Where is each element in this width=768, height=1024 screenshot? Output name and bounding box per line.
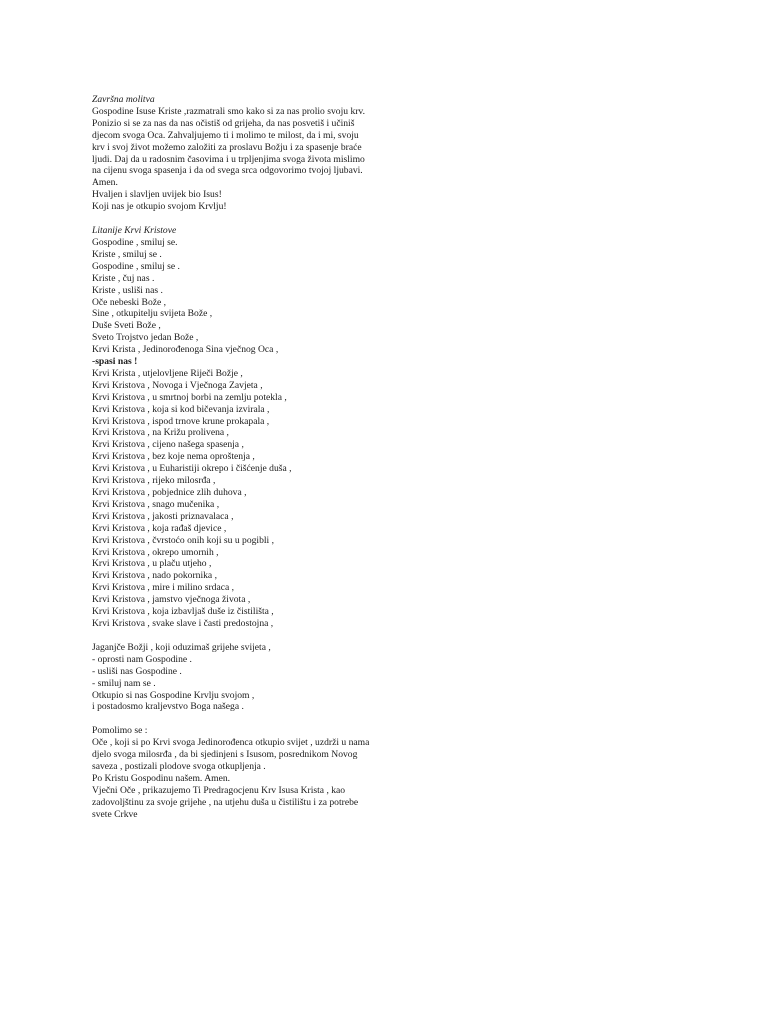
litany-title: Litanije Krvi Kristove: [92, 225, 177, 237]
invocation-line: Krvi Kristova , koja izbavljaš duše iz čistilišta ,: [92, 606, 274, 618]
text-line: Kriste , usliši nas .: [92, 284, 163, 296]
text-line: Oče nebeski Bože ,: [92, 296, 167, 308]
invocation-line: Krvi Kristova , na Križu prolivena ,: [92, 427, 229, 439]
litany-invocations: [92, 368, 404, 630]
redemption-verse: [92, 690, 404, 714]
text-line: djelo svoga milosrđa , da bi sjedinjeni s Isusom, posrednikom Novog: [92, 749, 358, 761]
text-line: Krvi Krista , Jedinorođenoga Sina vječnog Oca ,: [92, 344, 279, 356]
agnus-dei: [92, 642, 404, 690]
invocation-line: Krvi Kristova , bez koje nema oproštenja ,: [92, 451, 255, 463]
spacer: [92, 713, 404, 725]
text-line: Sine , otkupitelju svijeta Bože ,: [92, 308, 213, 320]
invocation-line: Krvi Kristova , u plaču utjeho ,: [92, 558, 212, 570]
invocation-line: Krvi Kristova , jakosti priznavalaca ,: [92, 510, 234, 522]
invocation-line: Krvi Kristova , snago mučenika ,: [92, 498, 220, 510]
invocation-line: Krvi Kristova , u smrtnoj borbi na zemlju potekla ,: [92, 391, 287, 403]
invocation-line: Krvi Kristova , ispod trnove krune prokapala ,: [92, 415, 270, 427]
invocation-line: Krvi Kristova , nado pokornika ,: [92, 570, 217, 582]
invocation-line: Krvi Krista , utjelovljene Riječi Božje ,: [92, 367, 243, 379]
invocation-line: Krvi Kristova , cijeno našega spasenja ,: [92, 439, 244, 451]
spacer: [92, 630, 404, 642]
text-line: Otkupio si nas Gospodine Krvlju svojom ,: [92, 689, 255, 701]
text-line: saveza , postizali plodove svoga otkupljenja .: [92, 761, 266, 773]
document-content: [92, 94, 404, 821]
invocation-line: Krvi Kristova , koja si kod bičevanja izvirala ,: [92, 403, 270, 415]
text-line: i postadosmo kraljevstvo Boga našega .: [92, 701, 244, 713]
text-line: - usliši nas Gospodine .: [92, 665, 182, 677]
text-line: Hvaljen i slavljen uvijek bio Isus!: [92, 189, 222, 201]
invocation-line: Krvi Kristova , svake slave i časti predostojna ,: [92, 617, 274, 629]
text-line: djecom svoga Oca. Zahvaljujemo ti i molimo te milost, da i mi, svoju: [92, 129, 359, 141]
invocation-line: Krvi Kristova , koja rađaš djevice ,: [92, 522, 227, 534]
text-line: svete Crkve: [92, 808, 138, 820]
invocation-line: Krvi Kristova , Novoga i Vječnoga Zavjeta ,: [92, 379, 263, 391]
text-line: Pomolimo se :: [92, 725, 148, 737]
text-line: Gospodine , smiluj se .: [92, 260, 180, 272]
spacer: [92, 213, 404, 225]
text-line: zadovoljštinu za svoje grijehe , na utjehu duša u čistilištu i za potrebe: [92, 796, 359, 808]
text-line: Gospodine , smiluj se.: [92, 236, 178, 248]
text-line: Kriste , čuj nas .: [92, 272, 155, 284]
text-line: na cijenu svoga spasenja i da od svega srca odgovorimo tvojoj ljubavi.: [92, 165, 363, 177]
invocation-line: Krvi Kristova , u Euharistiji okrepo i čišćenje duša ,: [92, 463, 292, 475]
text-line: Vječni Oče , prikazujemo Ti Predragocjenu Krv Isusa Krista , kao: [92, 784, 346, 796]
invocation-line: Krvi Kristova , čvrstoćo onih koji su u pogibli ,: [92, 534, 275, 546]
text-line: Amen.: [92, 177, 118, 189]
invocation-line: Krvi Kristova , okrepo umornih ,: [92, 546, 219, 558]
closing-prayer-title: Završna molitva: [92, 94, 155, 105]
text-line: Jaganjče Božji , koji oduzimaš grijehe svijeta ,: [92, 641, 271, 653]
closing-prayer-body: [92, 106, 404, 213]
invocation-line: Krvi Kristova , jamstvo vječnoga života ,: [92, 594, 251, 606]
text-line: Duše Sveti Bože ,: [92, 320, 161, 332]
text-line: Oče , koji si po Krvi svoga Jedinorođenca otkupio svijet , uzdrži u nama: [92, 737, 370, 749]
litany-response: -spasi nas !: [92, 356, 138, 368]
text-line: Sveto Trojstvo jedan Bože ,: [92, 332, 199, 344]
invocation-line: Krvi Kristova , rijeko milosrđa ,: [92, 475, 216, 487]
invocation-line: Krvi Kristova , pobjednice zlih duhova ,: [92, 487, 247, 498]
text-line: Kriste , smiluj se .: [92, 248, 162, 260]
text-line: Gospodine Isuse Kriste ,razmatrali smo kako si za nas prolio svoju krv.: [92, 105, 366, 117]
text-line: Ponizio si se za nas da nas očistiš od grijeha, da nas posvetiš i učiniš: [92, 117, 355, 129]
text-line: krv i svoj život možemo založiti za proslavu Božju i za spasenje braće: [92, 141, 362, 153]
text-line: Koji nas je otkupio svojom Krvlju!: [92, 201, 227, 213]
text-line: - oprosti nam Gospodine .: [92, 653, 192, 665]
litany-intro: [92, 237, 404, 356]
text-line: Po Kristu Gospodinu našem. Amen.: [92, 772, 231, 784]
invocation-line: Krvi Kristova , mire i milino srdaca ,: [92, 582, 235, 594]
final-prayer: [92, 725, 404, 820]
text-line: - smiluj nam se .: [92, 677, 156, 689]
text-line: ljudi. Daj da u radosnim časovima i u trpljenjima svoga života mislimo: [92, 153, 365, 165]
